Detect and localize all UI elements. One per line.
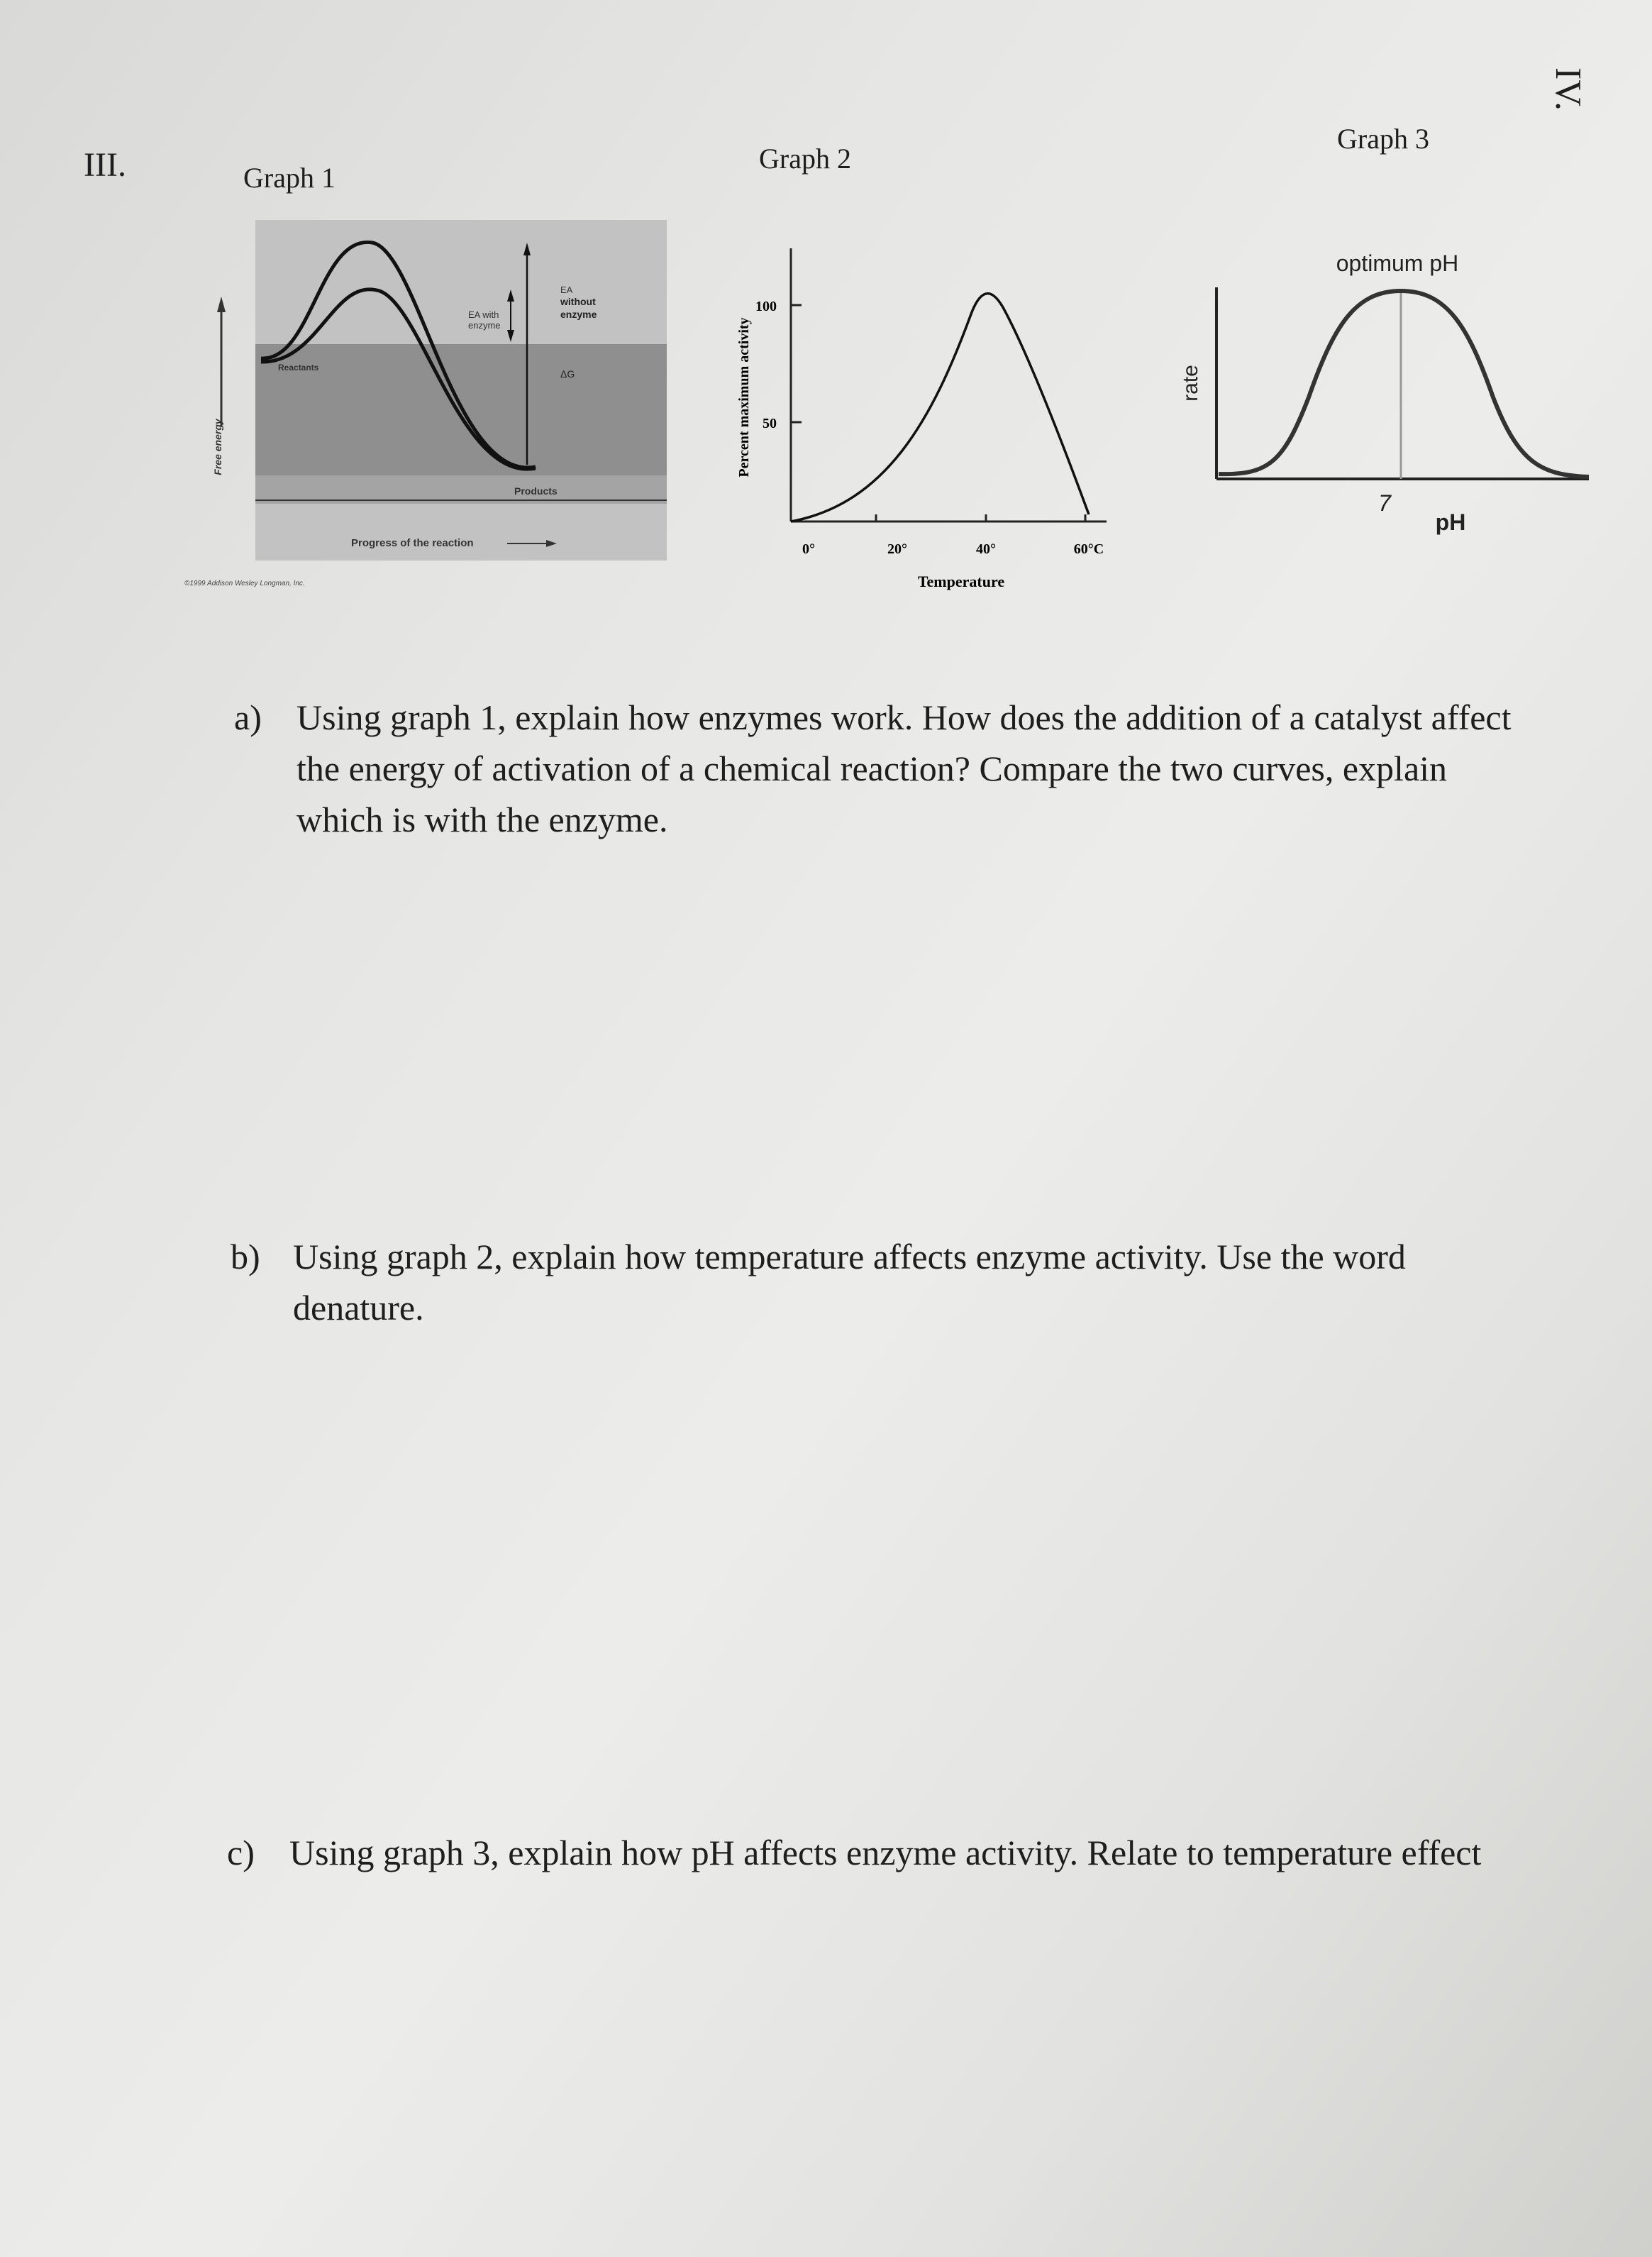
question-c bbox=[227, 1827, 1646, 1891]
question-b bbox=[231, 1231, 1642, 1345]
graph2-x-tick-0: 0° bbox=[802, 541, 815, 557]
graph1-x-label: Progress of the reaction bbox=[351, 537, 474, 549]
question-a-line: which is with the enzyme. bbox=[296, 800, 668, 839]
question-a bbox=[234, 692, 1646, 855]
next-section-number: IV. bbox=[1548, 67, 1588, 111]
section-number: III. bbox=[84, 146, 126, 184]
graph1-title: Graph 1 bbox=[243, 162, 336, 194]
question-b-line: denature. bbox=[293, 1288, 424, 1328]
question-a-line: the energy of activation of a chemical reaction? Compare the two curves, explain bbox=[296, 749, 1448, 788]
graph1-energy-diagram bbox=[184, 213, 674, 596]
graph1-credit: ©1999 Addison Wesley Longman, Inc. bbox=[184, 580, 305, 587]
question-c-label: c) bbox=[227, 1833, 255, 1872]
graph3-rate-curve bbox=[1219, 291, 1589, 477]
graph1-delta-g-label: ΔG bbox=[560, 368, 575, 380]
graph2-x-tick-60: 60°C bbox=[1073, 541, 1104, 557]
graph3-optimum-label: optimum pH bbox=[1336, 250, 1459, 276]
graph2-y-tick-100: 100 bbox=[755, 299, 777, 314]
graph1-reactants-label: Reactants bbox=[278, 363, 319, 373]
graph1-ea-without-label-1: EA bbox=[560, 285, 573, 295]
graph1-ea-without-label-3: enzyme bbox=[560, 309, 597, 320]
graph3-optimum-value: 7 bbox=[1378, 490, 1391, 516]
question-a-label: a) bbox=[234, 697, 262, 737]
graph2-title: Graph 2 bbox=[759, 143, 851, 175]
graph2-temperature-chart bbox=[731, 234, 1128, 603]
graph1-ea-with-label-1: EA with bbox=[468, 309, 499, 320]
graph2-y-tick-50: 50 bbox=[763, 416, 777, 431]
graph3-y-label: rate bbox=[1179, 365, 1202, 402]
graph1-ea-without-label-2: without bbox=[560, 296, 596, 307]
graph2-x-label: Temperature bbox=[917, 573, 1005, 590]
graph2-x-tick-20: 20° bbox=[887, 541, 907, 557]
graph2-activity-curve bbox=[791, 294, 1089, 522]
graph2-x-tick-40: 40° bbox=[976, 541, 996, 557]
graph1-y-label: Free energy bbox=[212, 419, 223, 475]
graph1-ea-with-label-2: enzyme bbox=[468, 320, 501, 331]
question-c-line: Using graph 3, explain how pH affects enzyme activity. Relate to temperature effect bbox=[289, 1833, 1482, 1872]
graph3-x-label: pH bbox=[1435, 509, 1466, 535]
question-a-line: Using graph 1, explain how enzymes work. How does the addition of a catalyst affect bbox=[296, 697, 1512, 737]
graph3-title: Graph 3 bbox=[1337, 123, 1429, 155]
graph3-ph-chart bbox=[1163, 241, 1603, 553]
graph1-products-label: Products bbox=[514, 485, 558, 497]
question-b-label: b) bbox=[231, 1237, 260, 1276]
question-b-line: Using graph 2, explain how temperature affects enzyme activity. Use the word bbox=[293, 1237, 1406, 1276]
graph2-y-label: Percent maximum activity bbox=[736, 317, 752, 478]
